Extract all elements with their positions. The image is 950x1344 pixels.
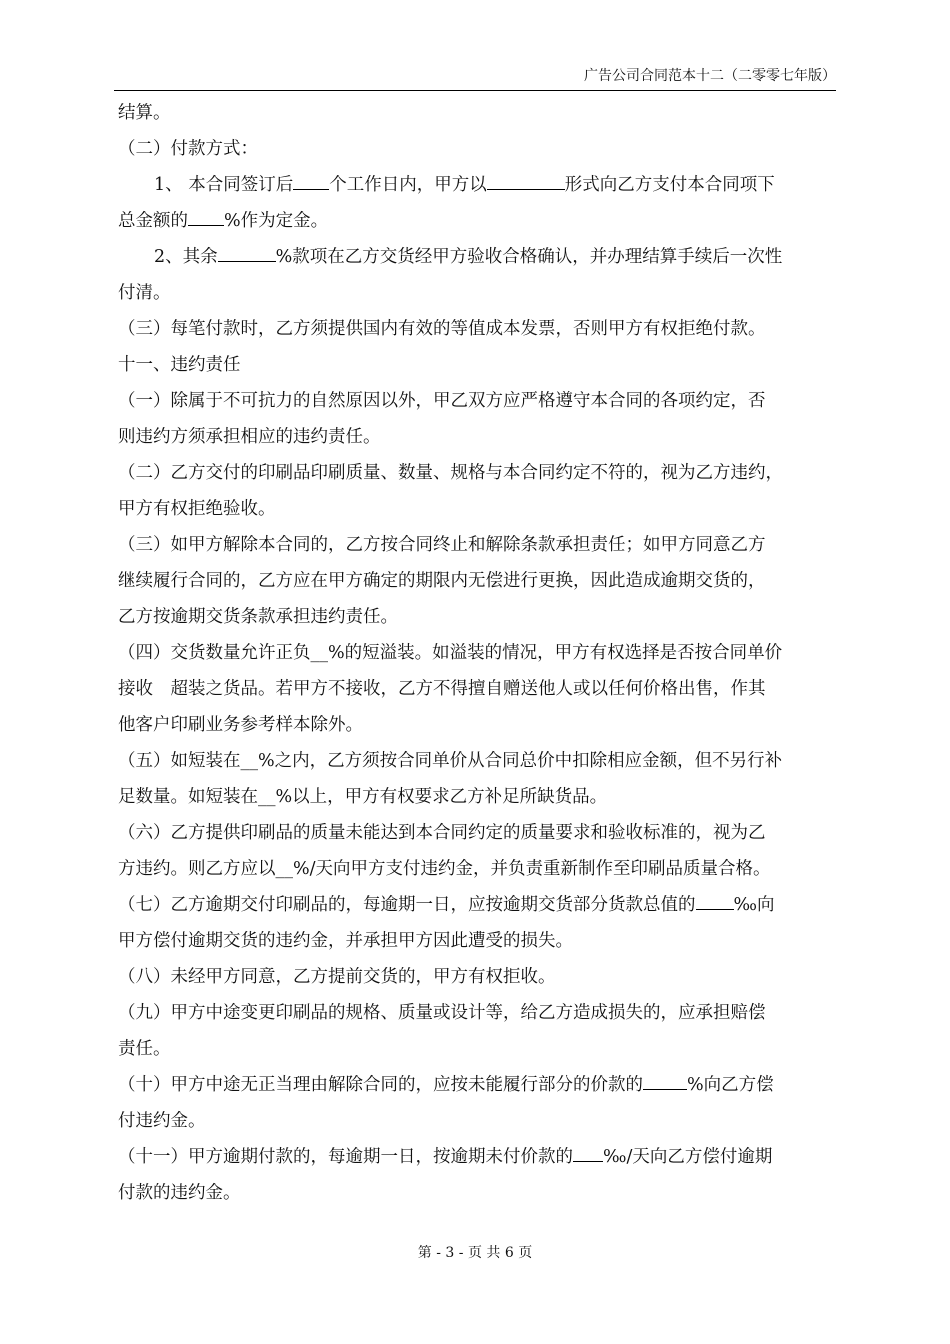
paragraph-line: 结算。 — [118, 103, 171, 123]
paragraph-line: （四）交货数量允许正负__%的短溢装。如溢装的情况，甲方有权选择是否按合同单价 — [118, 643, 783, 663]
paragraph-line: 他客户印刷业务参考样本除外。 — [118, 715, 363, 735]
paragraph-line: 接收 超装之货品。若甲方不接收，乙方不得擅自赠送他人或以任何价格出售，作其 — [118, 679, 766, 699]
paragraph-line: （六）乙方提供印刷品的质量未能达到本合同约定的质量要求和验收标准的，视为乙 — [118, 823, 766, 843]
paragraph-line: 甲方偿付逾期交货的违约金，并承担甲方因此遭受的损失。 — [118, 931, 573, 951]
page-footer — [0, 1244, 950, 1262]
paragraph-line: （三）如甲方解除本合同的，乙方按合同终止和解除条款承担责任；如甲方同意乙方 — [118, 535, 766, 555]
paragraph-line: 甲方有权拒绝验收。 — [118, 499, 276, 519]
paragraph-line: （一）除属于不可抗力的自然原因以外，甲乙双方应严格遵守本合同的各项约定，否 — [118, 391, 766, 411]
paragraph-line: 责任。 — [118, 1039, 171, 1059]
paragraph-line: 乙方按逾期交货条款承担违约责任。 — [118, 607, 398, 627]
fill-blank — [573, 1146, 603, 1162]
fill-blank — [218, 246, 276, 262]
paragraph-line: 付款的违约金。 — [118, 1183, 241, 1203]
fill-blank — [696, 894, 734, 910]
paragraph-line: （十一）甲方逾期付款的，每逾期一日，按逾期未付价款的 ‰/天向乙方偿付逾期 — [118, 1147, 773, 1167]
fill-blank — [487, 174, 565, 190]
page-number: 第 - 3 - 页 共 6 页 — [417, 1245, 533, 1261]
section-heading: 十一、违约责任 — [118, 355, 241, 375]
section-heading: （二）付款方式： — [118, 139, 258, 159]
paragraph-line: 总金额的 %作为定金。 — [118, 211, 329, 231]
paragraph-line: 方违约。则乙方应以__%/天向甲方支付违约金，并负责重新制作至印刷品质量合格。 — [118, 859, 771, 879]
fill-blank — [188, 210, 224, 226]
paragraph-line: （三）每笔付款时，乙方须提供国内有效的等值成本发票，否则甲方有权拒绝付款。 — [118, 319, 766, 339]
paragraph-line: （十）甲方中途无正当理由解除合同的，应按未能履行部分的价款的 %向乙方偿 — [118, 1075, 774, 1095]
paragraph-line: （九）甲方中途变更印刷品的规格、质量或设计等，给乙方造成损失的，应承担赔偿 — [118, 1003, 766, 1023]
paragraph-line: 付违约金。 — [118, 1111, 206, 1131]
paragraph-line: （五）如短装在__%之内，乙方须按合同单价从合同总价中扣除相应金额，但不另行补 — [118, 751, 783, 771]
paragraph-line: 2、其余 %款项在乙方交货经甲方验收合格确认，并办理结算手续后一次性 — [154, 247, 783, 267]
page-header — [114, 64, 836, 91]
fill-blank — [293, 174, 329, 190]
paragraph-line: （八）未经甲方同意，乙方提前交货的，甲方有权拒收。 — [118, 967, 556, 987]
document-body — [118, 95, 836, 1211]
fill-blank — [643, 1074, 687, 1090]
paragraph-line: 继续履行合同的，乙方应在甲方确定的期限内无偿进行更换，因此造成逾期交货的， — [118, 571, 766, 591]
header-title: 广告公司合同范本十二（二零零七年版） — [584, 68, 836, 84]
paragraph-line: 足数量。如短装在__%以上，甲方有权要求乙方补足所缺货品。 — [118, 787, 608, 807]
paragraph-line: 则违约方须承担相应的违约责任。 — [118, 427, 381, 447]
paragraph-line: 1、 本合同签订后 个工作日内，甲方以 形式向乙方支付本合同项下 — [154, 175, 775, 195]
paragraph-line: （七）乙方逾期交付印刷品的，每逾期一日，应按逾期交货部分货款总值的 ‰向 — [118, 895, 775, 915]
paragraph-line: 付清。 — [118, 283, 171, 303]
paragraph-line: （二）乙方交付的印刷品印刷质量、数量、规格与本合同约定不符的，视为乙方违约， — [118, 463, 783, 483]
